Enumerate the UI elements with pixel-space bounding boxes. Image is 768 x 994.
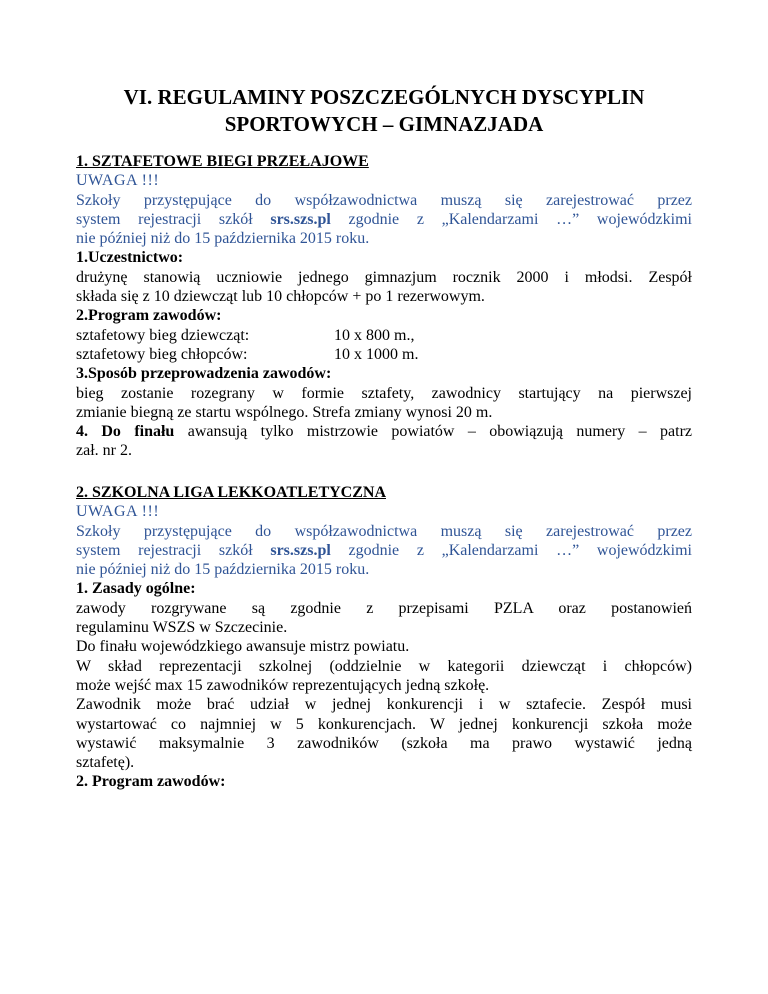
- rules-text: wystartować co najmniej w 5 konkurencjach. W jednej konkurencji szkoła może: [76, 715, 692, 733]
- page-title-line-1: VI. REGULAMINY POSZCZEGÓLNYCH DYSCYPLIN: [123, 85, 645, 109]
- final-text: [76, 422, 692, 441]
- program-row-boys: [76, 345, 692, 364]
- method-text: bieg zostanie rozegrany w formie sztafety, zawodnicy startujący na pierwszej: [76, 384, 692, 402]
- rules-text: zawody rozgrywane są zgodnie z przepisami PZLA oraz postanowień: [76, 599, 692, 617]
- participation-text: drużynę stanowią uczniowie jednego gimnazjum rocznik 2000 i młodsi. Zespół: [76, 268, 692, 286]
- notice-line: Szkoły przystępujące do współzawodnictwa muszą się zarejestrować przez: [76, 191, 692, 209]
- notice-line: [76, 541, 692, 560]
- final-text: zał. nr 2.: [76, 442, 132, 460]
- program-label: sztafetowy bieg dziewcząt:: [76, 326, 250, 344]
- participation-text: składa się z 10 dziewcząt lub 10 chłopców + po 1 rezerwowym.: [76, 288, 485, 306]
- registration-site-link[interactable]: srs.szs.pl: [270, 541, 331, 559]
- registration-site-link[interactable]: srs.szs.pl: [270, 210, 331, 228]
- final-text-rest: awansują tylko mistrzowie powiatów – obowiązują numery – patrz: [174, 423, 693, 441]
- notice-text: system rejestracji szkół: [76, 541, 271, 559]
- rules-text: sztafetę).: [76, 754, 135, 772]
- rules-text: Do finału wojewódzkiego awansuje mistrz powiatu.: [76, 638, 410, 656]
- method-text: zmianie biegną ze startu wspólnego. Strefa zmiany wynosi 20 m.: [76, 403, 493, 421]
- program-label: sztafetowy bieg chłopców:: [76, 345, 248, 363]
- notice-line: nie później niż do 15 października 2015 roku.: [76, 561, 370, 579]
- section-heading: 2. SZKOLNA LIGA LEKKOATLETYCZNA: [76, 484, 386, 501]
- registration-notice: [76, 522, 692, 580]
- section-relay-cross-country: [76, 152, 692, 461]
- program-value: 10 x 1000 m.: [334, 345, 419, 363]
- notice-line: [76, 210, 692, 229]
- rules-text: może wejść max 15 zawodników reprezentujących jedną szkołę.: [76, 676, 490, 694]
- page-title-line-2: SPORTOWYCH – GIMNAZJADA: [224, 112, 544, 136]
- final-heading: 4. Do finału: [76, 423, 175, 441]
- notice-text: zgodnie z „Kalendarzami …” wojewódzkimi: [330, 541, 692, 559]
- rules-text: Zawodnik może brać udział w jednej konkurencji i w sztafecie. Zespół musi: [76, 696, 692, 714]
- program-heading: 2.Program zawodów:: [76, 307, 222, 325]
- warning-label: UWAGA !!!: [76, 172, 160, 190]
- program-heading: 2. Program zawodów:: [76, 773, 226, 791]
- page-title: [76, 84, 692, 138]
- notice-text: system rejestracji szkół: [76, 210, 271, 228]
- participation-heading: 1.Uczestnictwo:: [76, 249, 184, 267]
- registration-notice: [76, 191, 692, 249]
- program-value: 10 x 800 m.,: [334, 326, 415, 344]
- warning-label: UWAGA !!!: [76, 503, 160, 521]
- notice-line: nie później niż do 15 października 2015 roku.: [76, 230, 370, 248]
- section-heading: 1. SZTAFETOWE BIEGI PRZEŁAJOWE: [76, 153, 369, 170]
- section-school-athletics-league: [76, 483, 692, 792]
- program-row-girls: [76, 326, 692, 345]
- notice-line: Szkoły przystępujące do współzawodnictwa muszą się zarejestrować przez: [76, 522, 692, 540]
- notice-text: zgodnie z „Kalendarzami …” wojewódzkimi: [330, 210, 692, 228]
- rules-text: regulaminu WSZS w Szczecinie.: [76, 619, 288, 637]
- rules-text: wystawić maksymalnie 3 zawodników (szkoła ma prawo wystawić jedną: [76, 734, 692, 752]
- rules-text: W skład reprezentacji szkolnej (oddzielnie w kategorii dziewcząt i chłopców): [76, 657, 692, 675]
- rules-heading: 1. Zasady ogólne:: [76, 580, 196, 598]
- method-heading: 3.Sposób przeprowadzenia zawodów:: [76, 365, 332, 383]
